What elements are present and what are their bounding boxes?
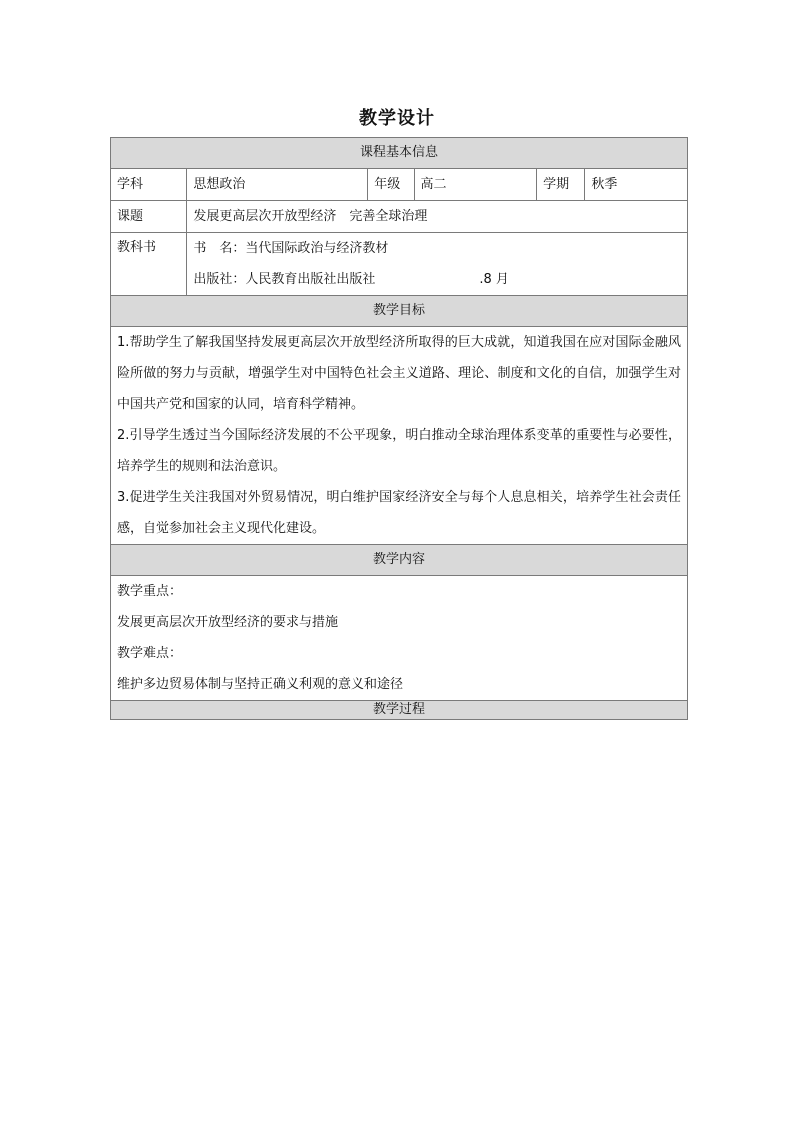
term-label: 学期 [537, 169, 585, 201]
book-name-line: 书 名：当代国际政治与经济教材 [193, 241, 389, 256]
objectives-cell [111, 327, 688, 545]
objective-item: 1.帮助学生了解我国坚持发展更高层次开放型经济所取得的巨大成就，知道我国在应对国际金融风险所做的努力与贡献，增强学生对中国特色社会主义道路、理论、制度和文化的自信，加强学生对中国共产党和国家的认同，培育科学精神。 [117, 335, 681, 412]
difficult-point-label: 教学难点： [117, 646, 183, 661]
key-point-text: 发展更高层次开放型经济的要求与措施 [117, 615, 339, 630]
topic-value: 发展更高层次开放型经济 完善全球治理 [187, 201, 688, 233]
textbook-label: 教科书 [111, 233, 187, 296]
subject-label: 学科 [111, 169, 187, 201]
publisher-text: 出版社：人民教育出版社出版社 [193, 272, 376, 287]
textbook-info [187, 233, 688, 296]
content-row [111, 576, 688, 701]
lesson-plan-table [110, 137, 688, 720]
topic-label: 课题 [111, 201, 187, 233]
section-header-process: 教学过程 [111, 701, 688, 720]
key-point-label: 教学重点： [117, 584, 183, 599]
objectives-row [111, 327, 688, 545]
objective-item: 2.引导学生透过当今国际经济发展的不公平现象，明白推动全球治理体系变革的重要性与必要性，培养学生的规则和法治意识。 [117, 428, 681, 474]
subject-value: 思想政治 [187, 169, 368, 201]
topic-row [111, 201, 688, 233]
term-value: 秋季 [585, 169, 688, 201]
section-header-basic-info: 课程基本信息 [111, 138, 688, 169]
section-header-content: 教学内容 [111, 545, 688, 576]
publish-date: .8 月 [479, 272, 509, 287]
basic-info-row [111, 169, 688, 201]
textbook-row [111, 233, 688, 296]
grade-label: 年级 [368, 169, 414, 201]
grade-value: 高二 [414, 169, 537, 201]
section-header-objectives: 教学目标 [111, 296, 688, 327]
objective-item: 3.促进学生关注我国对外贸易情况，明白维护国家经济安全与每个人息息相关，培养学生社会责任感，自觉参加社会主义现代化建设。 [117, 490, 681, 536]
difficult-point-text: 维护多边贸易体制与坚持正确义利观的意义和途径 [117, 677, 404, 692]
document-title: 教学设计 [359, 108, 435, 129]
publisher-line [193, 264, 681, 295]
content-cell [111, 576, 688, 701]
